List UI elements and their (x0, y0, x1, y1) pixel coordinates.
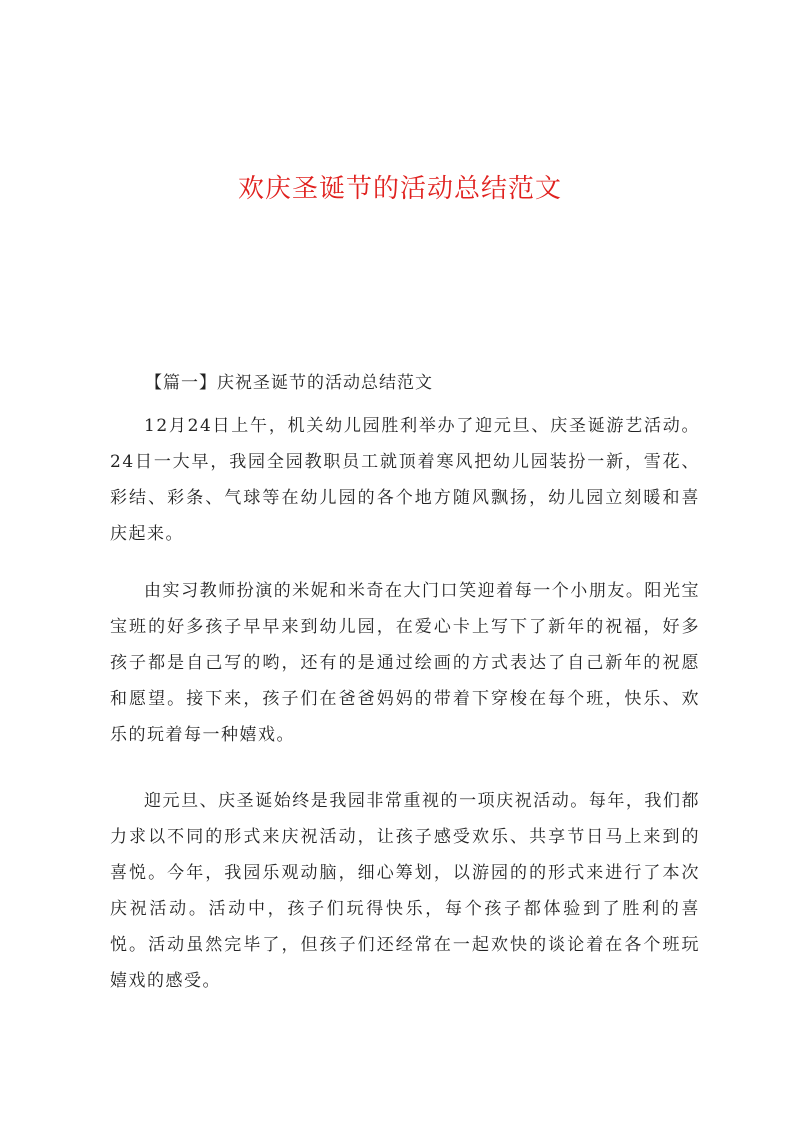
body-paragraph-1: 12月24日上午，机关幼儿园胜利举办了迎元旦、庆圣诞游艺活动。24日一大早，我园全园教职员工就顶着寒风把幼儿园装扮一新，雪花、彩结、彩条、气球等在幼儿园的各个地方随风飘扬，幼儿园立刻暖和喜庆起来。 (110, 416, 700, 544)
body-paragraph-2: 由实习教师扮演的米妮和米奇在大门口笑迎着每一个小朋友。阳光宝宝班的好多孩子早早来到幼儿园，在爱心卡上写下了新年的祝福，好多孩子都是自己写的哟，还有的是通过绘画的方式表达了自己新年的祝愿和愿望。接下来，孩子们在爸爸妈妈的带着下穿梭在每个班，快乐、欢乐的玩着每一种嬉戏。 (110, 581, 700, 745)
body-paragraph-3: 迎元旦、庆圣诞始终是我园非常重视的一项庆祝活动。每年，我们都力求以不同的形式来庆祝活动，让孩子感受欢乐、共享节日马上来到的喜悦。今年，我园乐观动脑，细心筹划，以游园的的形式来进行了本次庆祝活动。活动中，孩子们玩得快乐，每个孩子都体验到了胜利的喜悦。活动虽然完毕了，但孩子们还经常在一起欢快的谈论着在各个班玩嬉戏的感受。 (110, 791, 700, 991)
document-title: 欢庆圣诞节的活动总结范文 (237, 174, 562, 204)
section-heading: 【篇一】庆祝圣诞节的活动总结范文 (145, 373, 433, 393)
